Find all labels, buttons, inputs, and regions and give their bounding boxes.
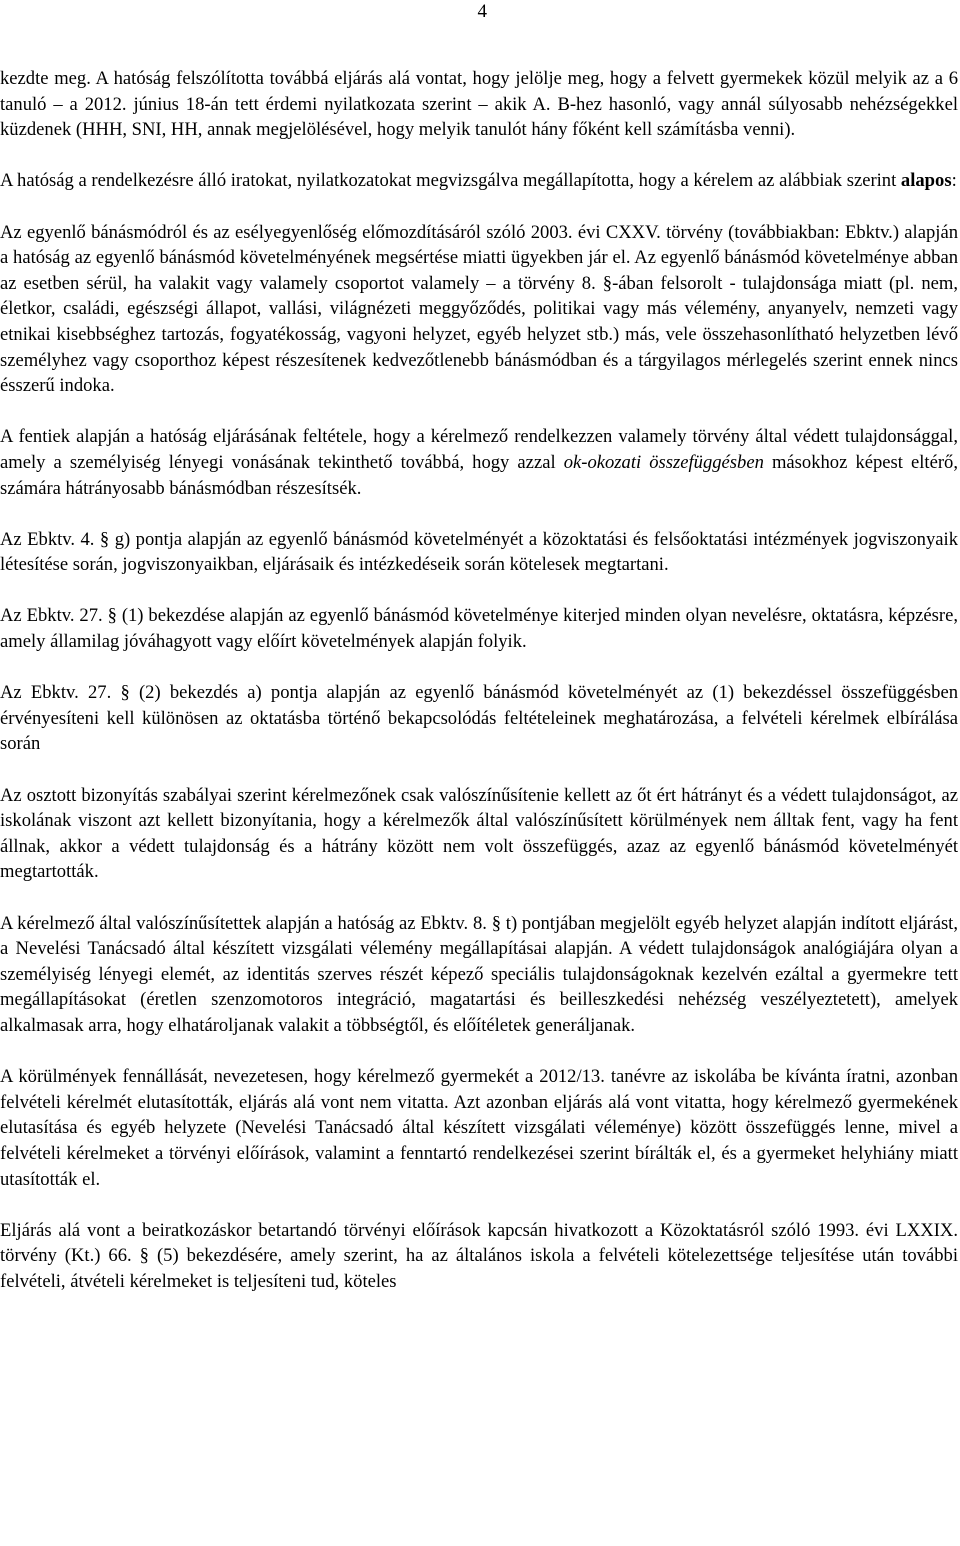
page-number: 4 bbox=[477, 1, 487, 22]
paragraph-4-end: másokhoz képest eltérő, számára hátrányosabb bánásmódban részesítsék. bbox=[0, 451, 958, 499]
paragraph-4-italic: ok-okozati összefüggésben bbox=[563, 451, 764, 473]
paragraph-2 bbox=[0, 168, 958, 194]
paragraph-5: Az Ebktv. 4. § g) pontja alapján az egyenlő bánásmód követelményét a közoktatási és felsőoktatási intézmények jogviszonyaik létesítése során, jogviszonyaikban, eljárásaik és intézkedéseik során kötelesek megtartani. bbox=[0, 528, 958, 576]
paragraph-4-text: A fentiek alapján a hatóság eljárásának feltétele, hogy a kérelmező rendelkezzen valamely törvény által védett tulajdonsággal, amely a személyiség lényegi vonásának tekinthető továbbá, hogy azzal bbox=[0, 426, 958, 473]
paragraph-11: Eljárás alá vont a beiratkozáskor betartandó törvényi előírások kapcsán hivatkozott a Közoktatásról szóló 1993. évi LXXIX. törvény (Kt.) 66. § (5) bekezdésére, amely szerint, ha az általános iskola a felvételi kötelezettsége teljesítése után további felvételi, átvételi kérelmeket is teljesíteni tud, köteles bbox=[0, 1219, 958, 1292]
paragraph-4 bbox=[0, 424, 958, 501]
paragraph-2-text: A hatóság a rendelkezésre álló iratokat, nyilatkozatokat megvizsgálva megállapította, hogy a kérelem az alábbiak szerint bbox=[0, 170, 901, 192]
paragraph-9: A kérelmező által valószínűsítettek alapján a hatóság az Ebktv. 8. § t) pontjában megjelölt egyéb helyzet alapján indított eljárást, a Nevelési Tanácsadó által készített vizsgálati vélemény megállapításai alapján. A védett tulajdonságok analógiájára olyan a személyiség lényegi elemét, az identitás szerves részét képező speciális tulajdonságoknak kezelvén ezáltal a gyermekre tett megállapításokat (éretlen szenzomotoros integráció, magatartási és beilleszkedési nehézség veszélyeztetett), amelyek alkalmasak arra, hogy elhatároljanak valakit a többségtől, és előítéletek generáljanak. bbox=[0, 912, 958, 1036]
paragraph-1: kezdte meg. A hatóság felszólította továbbá eljárás alá vontat, hogy jelölje meg, hogy a felvett gyermekek közül melyik az a 6 tanuló – a 2012. június 18-án tett érdemi nyilatkozata szerint – akik A. B-hez hasonló, vagy annál súlyosabb nehézségekkel küzdenek (HHH, SNI, HH, annak megjelölésével, hogy melyik tanulót hány főként kell számításba venni). bbox=[0, 68, 958, 141]
paragraph-7: Az Ebktv. 27. § (2) bekezdés a) pontja alapján az egyenlő bánásmód követelményét az (1) bekezdéssel összefüggésben érvényesíteni kell különösen az oktatásba történő bekapcsolódás feltételeinek meghatározása, a felvételi kérelmek elbírálása során bbox=[0, 682, 958, 755]
paragraph-3: Az egyenlő bánásmódról és az esélyegyenlőség előmozdításáról szóló 2003. évi CXXV. törvény (továbbiakban: Ebktv.) alapján a hatóság az egyenlő bánásmód követelményének megsértése miatti ügyekben jár el. Az egyenlő bánásmód követelménye abban az esetben sérül, ha valakit vagy valamely csoportot valamely – a törvény 8. §-ában felsorolt - tulajdonsága miatt (pl. nem, életkor, családi, egészségi állapot, vallási, világnézeti meggyőződés, politikai vagy más vélemény, anyanyelv, nemzeti vagy etnikai kisebbséghez tartozás, fogyatékosság, vagyoni helyzet, egyéb helyzet stb.) más, vele összehasonlítható helyzetben lévő személyhez vagy csoporthoz képest részesítenek kedvezőtlenebb bánásmódban és a tárgyilagos mérlegelés szerint ennek nincs ésszerű indoka. bbox=[0, 221, 958, 397]
paragraph-10: A körülmények fennállását, nevezetesen, hogy kérelmező gyermekét a 2012/13. tanévre az iskolába be kívánta íratni, azonban felvételi kérelmét elutasították, eljárás alá vont nem vitatta. Azt azonban eljárás alá vont vitatta, hogy kérelmező gyermekének elutasítása és egyéb helyzete (Nevelési Tanácsadó által készített vizsgálati véleménye) között összefüggés lenne, mivel a felvételi kérelmeket a törvényi előírások, valamint a fenntartó rendelkezései szerint bírálták el, és a gyermeket helyhiány miatt utasították el. bbox=[0, 1066, 958, 1190]
paragraph-6: Az Ebktv. 27. § (1) bekezdése alapján az egyenlő bánásmód követelménye kiterjed minden olyan nevelésre, oktatásra, képzésre, amely államilag jóváhagyott vagy előírt követelmények alapján folyik. bbox=[0, 605, 958, 653]
document-body bbox=[0, 66, 958, 1295]
paragraph-8: Az osztott bizonyítás szabályai szerint kérelmezőnek csak valószínűsítenie kellett az őt ért hátrányt és a védett tulajdonságot, az iskolának viszont azt kellett bizonyítania, hogy a kérelmezők által valószínűsített körülmények nem álltak fent, vagy ha fent állnak, akkor a védett tulajdonság és a hátrány között nem volt összefüggés, azaz az egyenlő bánásmód követelményét megtartották. bbox=[0, 784, 958, 883]
paragraph-2-end: : bbox=[951, 170, 957, 192]
paragraph-2-bold: alapos bbox=[900, 170, 952, 192]
